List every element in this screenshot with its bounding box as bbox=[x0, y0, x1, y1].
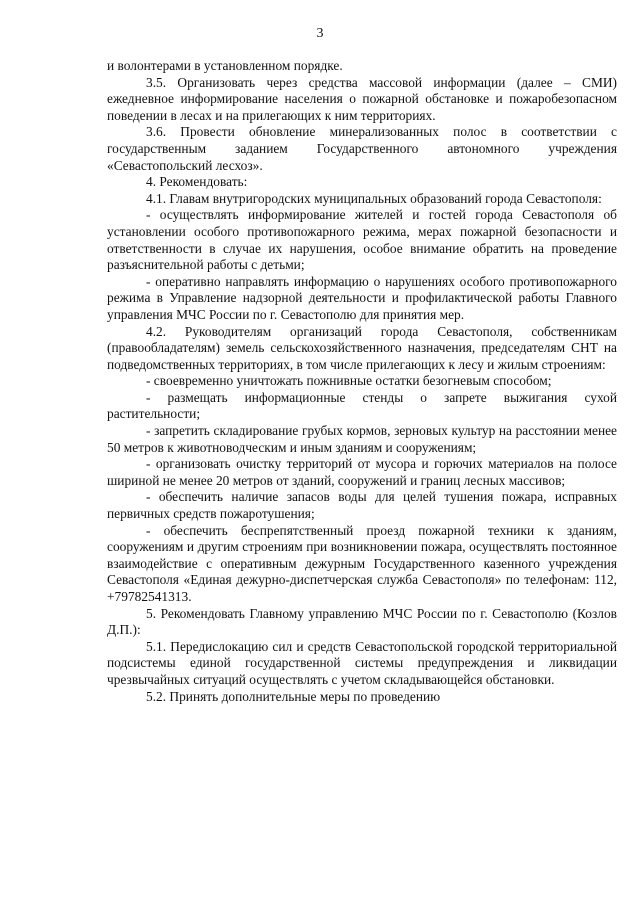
paragraph-4-1: 4.1. Главам внутригородских муниципальных образований города Севастополя: bbox=[146, 190, 602, 206]
paragraph-3-5: 3.5. Организовать через средства массовой информации (далее – СМИ) ежедневное информирование населения о пожарной обстановке и пожаробезопасном поведении в лесах и на прилегающих к ним территориях. bbox=[107, 74, 617, 123]
page-number: 3 bbox=[316, 26, 324, 41]
paragraph-5-1: 5.1. Передислокацию сил и средств Севастопольской городской территориальной подсистемы единой государственной системы предупреждения и ликвидации чрезвычайных ситуаций осуществлять с учетом складывающейся обстановки. bbox=[107, 638, 617, 687]
list-item: - обеспечить наличие запасов воды для целей тушения пожара, исправных первичных средств пожаротушения; bbox=[107, 489, 617, 522]
list-item: - организовать очистку территорий от мусора и горючих материалов на полосе шириной не менее 20 метров от зданий, сооружений и границ лесных массивов; bbox=[107, 456, 617, 488]
paragraph-4: 4. Рекомендовать: bbox=[146, 174, 248, 190]
list-item: - обеспечить беспрепятственный проезд пожарной техники к зданиям, сооружениям и другим строениям при возникновении пожара, осуществлять постоянное взаимодействие с оперативным дежурным Государственного казенного учреждения Севастополя «Единая дежурно-диспетчерская служба Севастополя» по телефонам: 112, +79782541313. bbox=[107, 522, 617, 604]
paragraph-5-2: 5.2. Принять дополнительные меры по проведению bbox=[146, 688, 441, 704]
list-item: - осуществлять информирование жителей и гостей города Севастополя об установлении особого противопожарного режима, мерах пожарной безопасности и ответственности в случае их нарушения, особое внимание обратить на проведение разъяснительной работы с детьми; bbox=[107, 207, 617, 273]
paragraph-4-2: 4.2. Руководителям организаций города Севастополя, собственникам (правообладателям) земель сельскохозяйственного назначения, председателям СНТ на подведомственных территориях, в том числе прилегающих к лесу и жилым строениям: bbox=[107, 323, 617, 372]
list-item: - своевременно уничтожать пожнивные остатки безогневым способом; bbox=[146, 373, 552, 389]
paragraph-continuation: и волонтерами в установленном порядке. bbox=[107, 58, 343, 73]
paragraph-5: 5. Рекомендовать Главному управлению МЧС России по г. Севастополю (Козлов Д.П.): bbox=[107, 605, 617, 638]
list-item: - оперативно направлять информацию о нарушениях особого противопожарного режима в Управление надзорной деятельности и профилактической работы Главного управления МЧС России по г. Севастополю для принятия мер. bbox=[107, 273, 617, 322]
list-item: - запретить складирование грубых кормов, зерновых культур на расстоянии менее 50 метров к животноводческим и иным зданиям и сооружениям; bbox=[107, 423, 617, 455]
paragraph-3-6: 3.6. Провести обновление минерализованных полос в соответствии с государственным заданием Государственного автономного учреждения «Севастопольский лесхоз». bbox=[107, 124, 617, 173]
list-item: - размещать информационные стенды о запрете выжигания сухой растительности; bbox=[107, 389, 617, 422]
document-body bbox=[107, 58, 617, 705]
